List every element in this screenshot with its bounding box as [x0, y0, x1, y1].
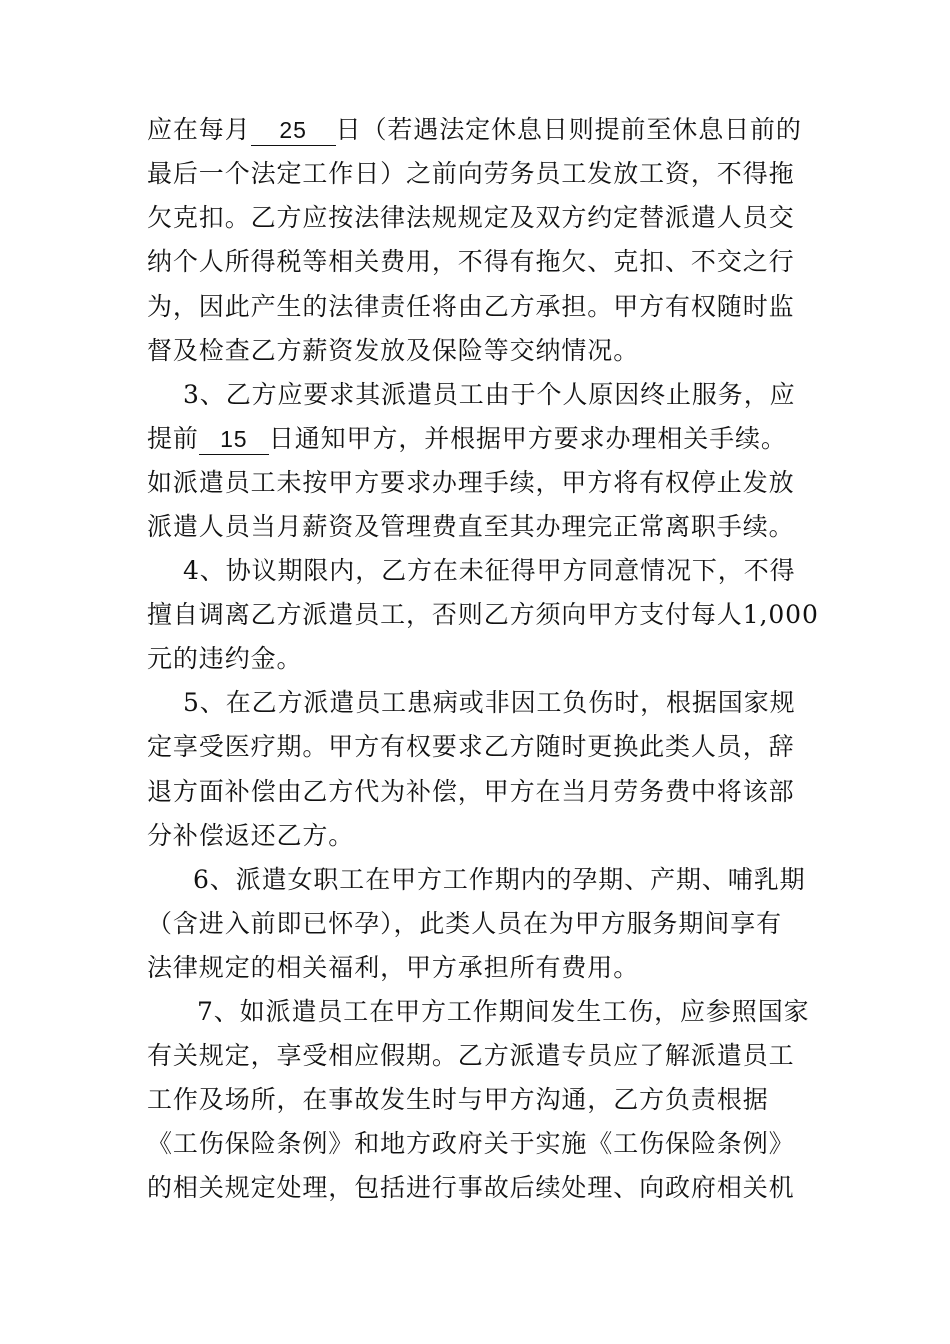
clause-2-line-5: 为，因此产生的法律责任将由乙方承担。甲方有权随时监 — [147, 292, 795, 321]
clause-7-line-3: 工作及场所，在事故发生时与甲方沟通，乙方负责根据 — [147, 1085, 769, 1114]
text-fragment: 应在每月 — [147, 115, 251, 144]
clause-7-line-5: 的相关规定处理，包括进行事故后续处理、向政府相关机 — [147, 1173, 795, 1202]
clause-5-line-4: 分补偿返还乙方。 — [147, 821, 355, 850]
clause-3-line-3: 如派遣员工未按甲方要求办理手续，甲方将有权停止发放 — [147, 468, 795, 497]
clause-5-line-1: 5、在乙方派遣员工患病或非因工负伤时，根据国家规 — [183, 688, 796, 717]
text-fragment: 日通知甲方，并根据甲方要求办理相关手续。 — [268, 424, 787, 453]
payday-blank: 25 — [251, 115, 336, 146]
clause-2-line-1 — [147, 108, 802, 152]
clause-2-line-6: 督及检查乙方薪资发放及保险等交纳情况。 — [147, 336, 640, 365]
clause-6-line-3: 法律规定的相关福利，甲方承担所有费用。 — [147, 953, 640, 982]
clause-2-line-4: 纳个人所得税等相关费用，不得有拖欠、克扣、不交之行 — [147, 247, 795, 276]
clause-3-line-4: 派遣人员当月薪资及管理费直至其办理完正常离职手续。 — [147, 512, 795, 541]
clause-7-line-4: 《工伤保险条例》和地方政府关于实施《工伤保险条例》 — [147, 1129, 795, 1158]
clause-4-line-2: 擅自调离乙方派遣员工，否则乙方须向甲方支付每人1,000 — [147, 600, 819, 629]
clause-7-line-1: 7、如派遣员工在甲方工作期间发生工伤，应参照国家 — [197, 997, 810, 1026]
clause-6-line-2: （含进入前即已怀孕），此类人员在为甲方服务期间享有 — [147, 909, 783, 938]
clause-3-line-2 — [147, 417, 787, 461]
clause-7-line-2: 有关规定，享受相应假期。乙方派遣专员应了解派遣员工 — [147, 1041, 795, 1070]
clause-5-line-3: 退方面补偿由乙方代为补偿，甲方在当月劳务费中将该部 — [147, 777, 795, 806]
clause-4-line-3: 元的违约金。 — [147, 644, 303, 673]
clause-6-line-1: 6、派遣女职工在甲方工作期内的孕期、产期、哺乳期 — [193, 865, 806, 894]
text-fragment: 日（若遇法定休息日则提前至休息日前的 — [335, 115, 802, 144]
clause-5-line-2: 定享受医疗期。甲方有权要求乙方随时更换此类人员，辞 — [147, 732, 795, 761]
text-fragment: 提前 — [147, 424, 199, 453]
clause-2-line-3: 欠克扣。乙方应按法律法规规定及双方约定替派遣人员交 — [147, 203, 795, 232]
clause-2-line-2: 最后一个法定工作日）之前向劳务员工发放工资，不得拖 — [147, 159, 795, 188]
clause-3-line-1: 3、乙方应要求其派遣员工由于个人原因终止服务，应 — [183, 380, 796, 409]
notice-days-blank: 15 — [199, 424, 269, 455]
clause-4-line-1: 4、协议期限内，乙方在未征得甲方同意情况下，不得 — [183, 556, 796, 585]
